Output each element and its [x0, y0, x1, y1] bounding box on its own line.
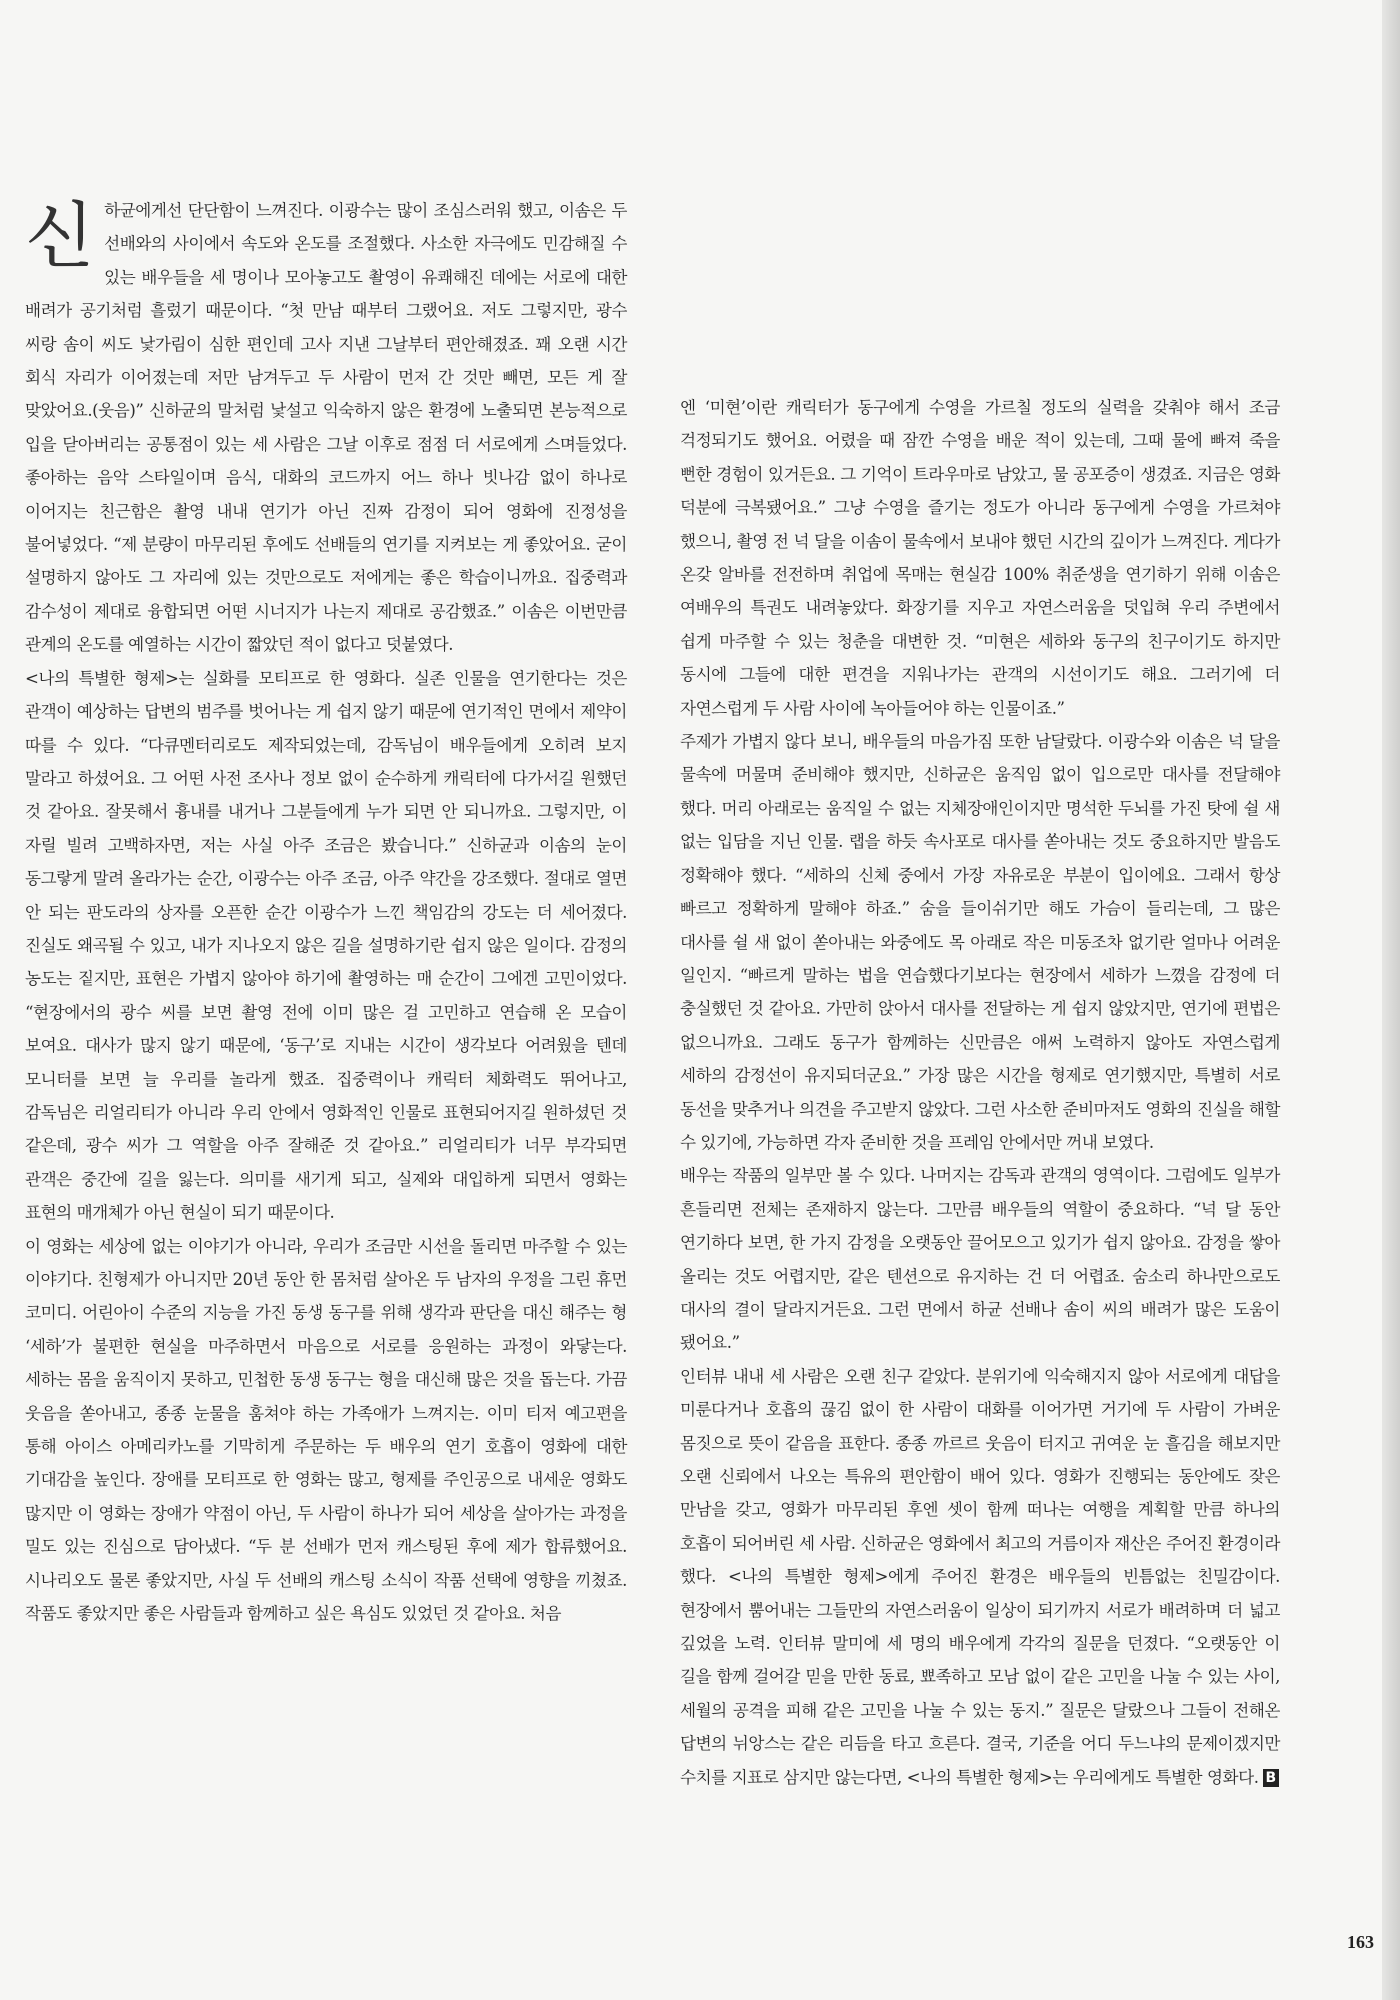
- end-mark-icon: B: [1263, 1769, 1279, 1787]
- paragraph-7-text: 인터뷰 내내 세 사람은 오랜 친구 같았다. 분위기에 익숙해지지 않아 서로에게 대답을 미룬다거나 호흡의 끊김 없이 한 사람이 대화를 이어가면 거기에 두 사람이 가벼운 몸짓으로 뜻이 같음을 표한다. 종종 까르르 웃음이 터지고 귀여운 눈 흘김을 해보지만 오랜 신뢰에서 나오는 특유의 편안함이 배어 있다. 영화가 진행되는 동안에도 잦은 만남을 갖고, 영화가 마무리된 후엔 셋이 함께 떠나는 여행을 계획할 만큼 하나의 호흡이 되어버린 세 사람. 신하균은 영화에서 최고의 거름이자 재산은 주어진 환경이라 했다. <나의 특별한 형제>에게 주어진 환경은 배우들의 빈틈없는 친밀감이다. 현장에서 뿜어내는 그들만의 자연스러움이 일상이 되기까지 서로가 배려하며 더 넓고 깊었을 노력. 인터뷰 말미에 세 명의 배우에게 각각의 질문을 던졌다. “오랫동안 이 길을 함께 걸어갈 믿을 만한 동료, 뾰족하고 모남 없이 같은 고민을 나눌 수 있는 사이, 세월의 공격을 피해 같은 고민을 나눌 수 있는 동지.” 질문은 달랐으나 그들이 전해온 답변의 뉘앙스는 같은 리듬을 타고 흐른다. 결국, 기준을 어디 두느냐의 문제이겠지만 수치를 지표로 삼지만 않는다면, <나의 특별한 형제>는 우리에게도 특별한 영화다.: [680, 1366, 1280, 1787]
- page-number: 163: [1347, 1932, 1374, 1952]
- paragraph-3: 이 영화는 세상에 없는 이야기가 아니라, 우리가 조금만 시선을 돌리면 마주할 수 있는 이야기다. 친형제가 아니지만 20년 동안 한 몸처럼 살아온 두 남자의 우정을 그린 휴먼 코미디. 어린아이 수준의 지능을 가진 동생 동구를 위해 생각과 판단을 대신 해주는 형 ‘세하’가 불편한 현실을 마주하면서 마음으로 서로를 응원하는 과정이 와닿는다. 세하는 몸을 움직이지 못하고, 민첩한 동생 동구는 형을 대신해 많은 것을 돕는다. 가끔 웃음을 쏟아내고, 종종 눈물을 훔쳐야 하는 가족애가 느껴지는. 이미 티저 예고편을 통해 아이스 아메리카노를 기막히게 주문하는 두 배우의 연기 호흡이 영화에 대한 기대감을 높인다. 장애를 모티프로 한 영화는 많고, 형제를 주인공으로 내세운 영화도 많지만 이 영화는 장애가 약점이 아닌, 두 사람이 하나가 되어 세상을 살아가는 과정을 밀도 있는 진심으로 담아냈다. “두 분 선배가 먼저 캐스팅된 후에 제가 합류했어요. 시나리오도 물론 좋았지만, 사실 두 선배의 캐스팅 소식이 작품 선택에 영향을 끼쳤죠. 작품도 좋았지만 좋은 사람들과 함께하고 싶은 욕심도 있었던 것 같아요. 처음: [25, 1236, 627, 1624]
- article-column-left: [25, 194, 627, 1630]
- article-column-right: [680, 391, 1280, 1794]
- drop-cap: 신: [25, 194, 95, 278]
- paragraph-2: <나의 특별한 형제>는 실화를 모티프로 한 영화다. 실존 인물을 연기한다는 것은 관객이 예상하는 답변의 범주를 벗어나는 게 쉽지 않기 때문에 연기적인 면에서 제약이 따를 수 있다. “다큐멘터리로도 제작되었는데, 감독님이 배우들에게 오히려 보지 말라고 하셨어요. 그 어떤 사전 조사나 정보 없이 순수하게 캐릭터에 다가서길 원했던 것 같아요. 잘못해서 흉내를 내거나 그분들에게 누가 되면 안 되니까요. 그렇지만, 이 자릴 빌려 고백하자면, 저는 사실 아주 조금은 봤습니다.” 신하균과 이솜의 눈이 동그랗게 말려 올라가는 순간, 이광수는 아주 조금, 아주 약간을 강조했다. 절대로 열면 안 되는 판도라의 상자를 오픈한 순간 이광수가 느낀 책임감의 강도는 더 세어졌다. 진실도 왜곡될 수 있고, 내가 지나오지 않은 길을 설명하기란 쉽지 않은 일이다. 감정의 농도는 짙지만, 표현은 가볍지 않아야 하기에 촬영하는 매 순간이 그에겐 고민이었다. “현장에서의 광수 씨를 보면 촬영 전에 이미 많은 걸 고민하고 연습해 온 모습이 보여요. 대사가 많지 않기 때문에, ‘동구’로 지내는 시간이 생각보다 어려웠을 텐데 모니터를 보면 늘 우리를 놀라게 했죠. 집중력이나 캐릭터 체화력도 뛰어나고, 감독님은 리얼리티가 아니라 우리 안에서 영화적인 인물로 표현되어지길 원하셨던 것 같은데, 광수 씨가 그 역할을 아주 잘해준 것 같아요.” 리얼리티가 너무 부각되면 관객은 중간에 길을 잃는다. 의미를 새기게 되고, 실제와 대입하게 되면서 영화는 표현의 매개체가 아닌 현실이 되기 때문이다.: [25, 668, 627, 1223]
- paragraph-7: [680, 1360, 1280, 1794]
- page-edge: [1382, 0, 1400, 2000]
- paragraph-6: 배우는 작품의 일부만 볼 수 있다. 나머지는 감독과 관객의 영역이다. 그럼에도 일부가 흔들리면 전체는 존재하지 않는다. 그만큼 배우들의 역할이 중요하다. “넉 달 동안 연기하다 보면, 한 가지 감정을 오랫동안 끌어모으고 있기가 쉽지 않아요. 감정을 쌓아 올리는 것도 어렵지만, 같은 텐션으로 유지하는 건 더 어렵죠. 숨소리 하나만으로도 대사의 결이 달라지거든요. 그런 면에서 하균 선배나 솜이 씨의 배려가 많은 도움이 됐어요.”: [680, 1166, 1280, 1353]
- paragraph-1: [25, 194, 627, 662]
- paragraph-5: 주제가 가볍지 않다 보니, 배우들의 마음가짐 또한 남달랐다. 이광수와 이솜은 넉 달을 물속에 머물며 준비해야 했지만, 신하균은 움직임 없이 입으로만 대사를 전달해야 했다. 머리 아래로는 움직일 수 없는 지체장애인이지만 명석한 두뇌를 가진 탓에 쉴 새 없는 입담을 지닌 인물. 랩을 하듯 속사포로 대사를 쏟아내는 것도 중요하지만 발음도 정확해야 했다. “세하의 신체 중에서 가장 자유로운 부분이 입이에요. 그래서 항상 빠르고 정확하게 말해야 하죠.” 숨을 들이쉬기만 해도 가슴이 들리는데, 그 많은 대사를 쉴 새 없이 쏟아내는 와중에도 목 아래로 작은 미동조차 없기란 얼마나 어려운 일인지. “빠르게 말하는 법을 연습했다기보다는 현장에서 세하가 느꼈을 감정에 더 충실했던 것 같아요. 가만히 앉아서 대사를 전달하는 게 쉽지 않았지만, 연기에 편법은 없으니까요. 그래도 동구가 함께하는 신만큼은 애써 노력하지 않아도 자연스럽게 세하의 감정선이 유지되더군요.” 가장 많은 시간을 형제로 연기했지만, 특별히 서로 동선을 맞추거나 의견을 주고받지 않았다. 그런 사소한 준비마저도 영화의 진실을 해할 수 있기에, 가능하면 각자 준비한 것을 프레임 안에서만 꺼내 보였다.: [680, 732, 1280, 1152]
- paragraph-4: 엔 ‘미현’이란 캐릭터가 동구에게 수영을 가르칠 정도의 실력을 갖춰야 해서 조금 걱정되기도 했어요. 어렸을 때 잠깐 수영을 배운 적이 있는데, 그때 물에 빠져 죽을 뻔한 경험이 있거든요. 그 기억이 트라우마로 남았고, 물 공포증이 생겼죠. 지금은 영화 덕분에 극복됐어요.” 그냥 수영을 즐기는 정도가 아니라 동구에게 수영을 가르쳐야 했으니, 촬영 전 넉 달을 이솜이 물속에서 보내야 했던 시간의 깊이가 느껴진다. 게다가 온갖 알바를 전전하며 취업에 목매는 현실감 100% 취준생을 연기하기 위해 이솜은 여배우의 특권도 내려놓았다. 화장기를 지우고 자연스러움을 덧입혀 우리 주변에서 쉽게 마주할 수 있는 청춘을 대변한 것. “미현은 세하와 동구의 친구이기도 하지만 동시에 그들에 대한 편견을 지워나가는 관객의 시선이기도 해요. 그러기에 더 자연스럽게 두 사람 사이에 녹아들어야 하는 인물이죠.”: [680, 398, 1280, 718]
- paragraph-1-text: 하균에게선 단단함이 느껴진다. 이광수는 많이 조심스러워 했고, 이솜은 두 선배와의 사이에서 속도와 온도를 조절했다. 사소한 자극에도 민감해질 수 있는 배우들을 세 명이나 모아놓고도 촬영이 유쾌해진 데에는 서로에 대한 배려가 공기처럼 흘렀기 때문이다. “첫 만남 때부터 그랬어요. 저도 그렇지만, 광수 씨랑 솜이 씨도 낯가림이 심한 편인데 고사 지낸 그날부터 편안해졌죠. 꽤 오랜 시간 회식 자리가 이어졌는데 저만 남겨두고 두 사람이 먼저 간 것만 빼면, 모든 게 잘 맞았어요.(웃음)” 신하균의 말처럼 낯설고 익숙하지 않은 환경에 노출되면 본능적으로 입을 닫아버리는 공통점이 있는 세 사람은 그날 이후로 점점 더 서로에게 스며들었다. 좋아하는 음악 스타일이며 음식, 대화의 코드까지 어느 하나 빗나감 없이 하나로 이어지는 친근함은 촬영 내내 연기가 아닌 진짜 감정이 되어 영화에 진정성을 불어넣었다. “제 분량이 마무리된 후에도 선배들의 연기를 지켜보는 게 좋았어요. 굳이 설명하지 않아도 그 자리에 있는 것만으로도 저에게는 좋은 학습이니까요. 집중력과 감수성이 제대로 융합되면 어떤 시너지가 나는지 제대로 공감했죠.” 이솜은 이번만큼 관계의 온도를 예열하는 시간이 짧았던 적이 없다고 덧붙였다.: [25, 201, 627, 655]
